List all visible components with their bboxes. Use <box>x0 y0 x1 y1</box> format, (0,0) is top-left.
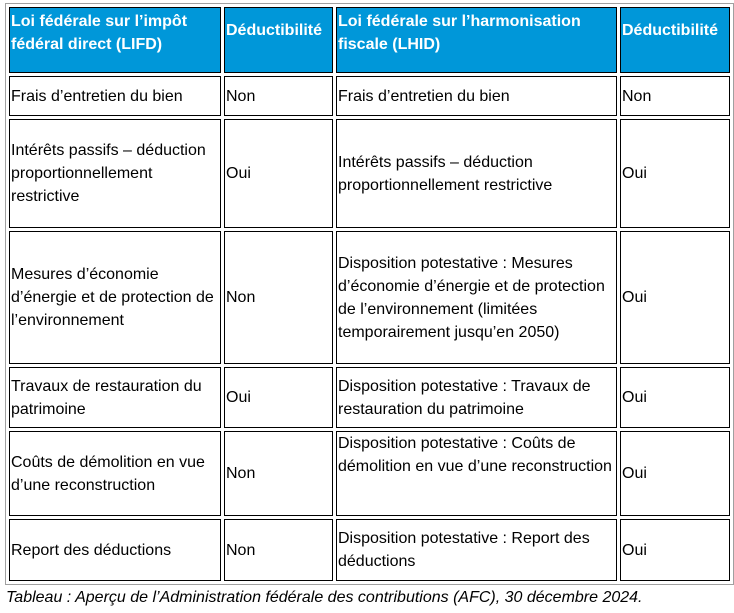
lhid-deductibility-cell: Oui <box>620 519 730 581</box>
lifd-deductibility-cell: Oui <box>224 367 333 428</box>
lifd-item-cell: Coûts de démolition en vue d’une reconstruction <box>9 431 221 516</box>
lifd-item-cell: Frais d’entretien du bien <box>9 76 221 116</box>
table-caption: Tableau : Aperçu de l’Administration fédérale des contributions (AFC), 30 décembre 2024. <box>6 589 643 606</box>
lifd-deductibility-cell: Oui <box>224 119 333 228</box>
lhid-deductibility-cell: Oui <box>620 119 730 228</box>
lhid-deductibility-cell: Oui <box>620 231 730 364</box>
lifd-item-cell: Intérêts passifs – déduction proportionnellement restrictive <box>9 119 221 228</box>
header-lhid: Loi fédérale sur l’harmonisation fiscale (LHID) <box>336 7 617 73</box>
header-lifd: Loi fédérale sur l’impôt fédéral direct (LIFD) <box>9 7 221 73</box>
lifd-deductibility-cell: Non <box>224 76 333 116</box>
lifd-item-cell: Report des déductions <box>9 519 221 581</box>
lhid-item-cell: Intérêts passifs – déduction proportionnellement restrictive <box>336 119 617 228</box>
lhid-item-cell: Disposition potestative : Report des déductions <box>336 519 617 581</box>
lhid-item-cell: Frais d’entretien du bien <box>336 76 617 116</box>
lhid-item-cell: Disposition potestative : Coûts de démolition en vue d’une reconstruction <box>336 431 617 516</box>
lifd-deductibility-cell: Non <box>224 519 333 581</box>
lifd-deductibility-cell: Non <box>224 231 333 364</box>
header-deductibility-lifd: Déductibilité <box>224 7 333 73</box>
lhid-deductibility-cell: Oui <box>620 367 730 428</box>
comparison-table-container <box>5 3 734 585</box>
lhid-deductibility-cell: Non <box>620 76 730 116</box>
table-row <box>9 76 730 116</box>
lifd-item-cell: Travaux de restauration du patrimoine <box>9 367 221 428</box>
lhid-item-cell: Disposition potestative : Mesures d’économie d’énergie et de protection de l’environnement (limitées temporairement jusqu’en 2050) <box>336 231 617 364</box>
table-row <box>9 119 730 228</box>
lifd-item-cell: Mesures d’économie d’énergie et de protection de l’environnement <box>9 231 221 364</box>
table-row <box>9 367 730 428</box>
comparison-table <box>5 3 734 585</box>
table-header-row <box>9 7 730 73</box>
header-deductibility-lhid: Déductibilité <box>620 7 730 73</box>
lifd-deductibility-cell: Non <box>224 431 333 516</box>
table-row <box>9 231 730 364</box>
lhid-deductibility-cell: Oui <box>620 431 730 516</box>
lhid-item-cell: Disposition potestative : Travaux de restauration du patrimoine <box>336 367 617 428</box>
table-row <box>9 431 730 516</box>
table-row <box>9 519 730 581</box>
